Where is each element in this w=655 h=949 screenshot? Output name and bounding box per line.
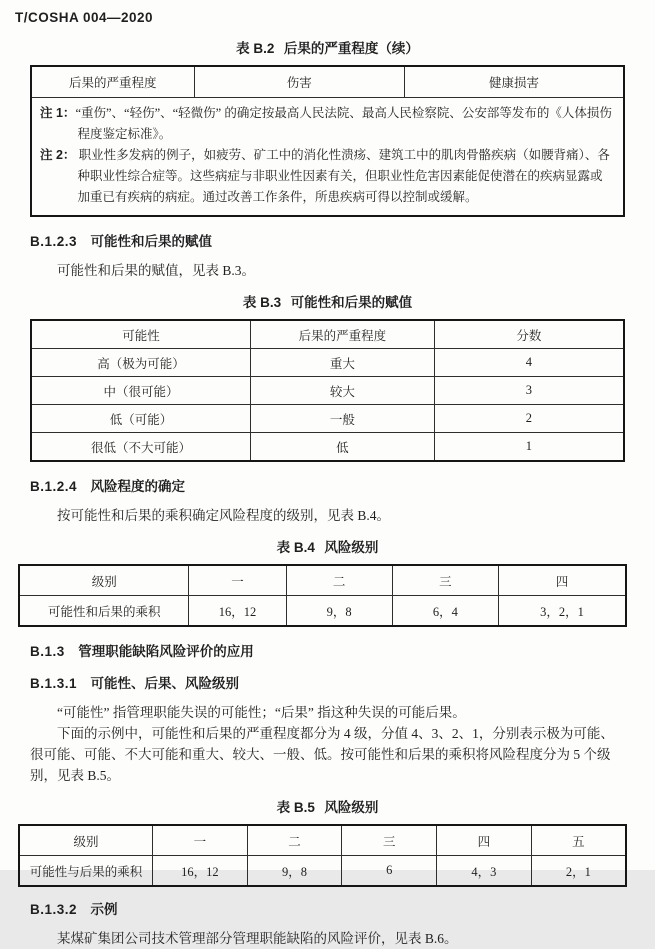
table-cell: 二 — [286, 565, 392, 596]
note-1 — [40, 103, 614, 145]
table-cell: 6 — [342, 856, 437, 887]
note-2 — [40, 145, 614, 208]
section-b124-paragraph: 按可能性和后果的乘积确定风险程度的级别，见表 B.4。 — [57, 508, 391, 523]
table-b2-header-severity: 后果的严重程度 — [31, 66, 194, 98]
table-b5-caption — [30, 796, 625, 816]
section-b13-heading — [30, 642, 625, 662]
section-b13-title: 管理职能缺陷风险评价的应用 — [78, 644, 254, 659]
table-b5 — [18, 824, 627, 887]
table-b4-caption-label: 表 B.4 — [276, 540, 315, 555]
table-cell: 3，2，1 — [499, 596, 627, 627]
table-b2-caption — [30, 37, 625, 57]
table-b3-header-likelihood: 可能性 — [31, 320, 250, 349]
table-cell: 可能性与后果的乘积 — [19, 856, 153, 887]
section-b131-paragraph2: 下面的示例中，可能性和后果的严重程度都分为 4 级，分值 4、3、2、1，分别表示极为可能、很可能、可能、不大可能和重大、较大、一般、低。按可能性和后果的乘积将风险程度分为 5 个级别，见表 B.5。 — [30, 726, 614, 783]
table-b5-caption-label: 表 B.5 — [276, 800, 315, 815]
section-b124-title: 风险程度的确定 — [90, 479, 186, 494]
table-b3-caption-text: 可能性和后果的赋值 — [290, 295, 413, 310]
table-cell: 级别 — [19, 565, 189, 596]
note-1-text: “重伤”、“轻伤”、“轻微伤” 的确定按最高人民法院、最高人民检察院、公安部等发布的《人体损伤程度鉴定标准》。 — [75, 106, 612, 141]
table-row — [19, 596, 626, 627]
table-cell: 四 — [437, 825, 532, 856]
table-b5-caption-text: 风险级别 — [324, 800, 379, 815]
section-b131-title: 可能性、后果、风险级别 — [90, 676, 240, 691]
section-b131-paragraph1: “可能性” 指管理职能失误的可能性；“后果” 指这种失误的可能后果。 — [57, 705, 466, 720]
table-b2 — [30, 65, 625, 217]
table-cell: 9，8 — [286, 596, 392, 627]
section-b132-title: 示例 — [90, 902, 118, 917]
table-cell: 16，12 — [189, 596, 286, 627]
page-content — [0, 37, 655, 949]
table-cell: 一 — [189, 565, 286, 596]
table-row — [31, 433, 624, 462]
note-1-label: 注 1： — [40, 106, 76, 120]
table-row — [31, 320, 624, 349]
table-cell: 16，12 — [153, 856, 248, 887]
table-row — [31, 98, 624, 217]
section-b132-paragraph: 某煤矿集团公司技术管理部分管理职能缺陷的风险评价，见表 B.6。 — [57, 931, 458, 946]
table-cell: 很低（不大可能） — [31, 433, 250, 462]
section-b131-number: B.1.3.1 — [30, 676, 78, 691]
table-b4-caption — [30, 536, 625, 556]
table-row — [31, 66, 624, 98]
table-cell: 4 — [434, 349, 624, 377]
table-cell: 二 — [247, 825, 342, 856]
table-row — [19, 825, 626, 856]
table-b3-caption-label: 表 B.3 — [242, 295, 282, 310]
table-cell: 可能性和后果的乘积 — [19, 596, 189, 627]
table-b4-caption-text: 风险级别 — [324, 540, 379, 555]
table-cell: 五 — [531, 825, 626, 856]
table-b2-caption-label: 表 B.2 — [236, 41, 275, 56]
table-cell: 3 — [434, 377, 624, 405]
section-b132-heading — [30, 900, 625, 920]
table-b2-caption-text: 后果的严重程度（续） — [283, 41, 419, 56]
table-b4 — [18, 564, 627, 627]
table-b2-notes-cell — [31, 98, 624, 217]
table-b3-header-score: 分数 — [434, 320, 624, 349]
section-b123-number: B.1.2.3 — [30, 234, 78, 249]
table-row — [31, 349, 624, 377]
table-cell: 一 — [153, 825, 248, 856]
table-cell: 低 — [250, 433, 434, 462]
section-b13-number: B.1.3 — [30, 644, 65, 659]
doc-number: T/COSHA 004—2020 — [15, 10, 154, 25]
table-b2-header-injury: 伤害 — [194, 66, 405, 98]
table-cell: 三 — [342, 825, 437, 856]
section-b131-heading — [30, 674, 625, 694]
table-cell: 较大 — [250, 377, 434, 405]
table-b3-header-severity: 后果的严重程度 — [250, 320, 434, 349]
table-cell: 中（很可能） — [31, 377, 250, 405]
section-b124-heading — [30, 477, 625, 497]
table-cell: 四 — [499, 565, 627, 596]
table-cell: 1 — [434, 433, 624, 462]
note-2-text: 职业性多发病的例子，如疲劳、矿工中的消化性溃疡、建筑工中的肌肉骨骼疾病（如腰背痛）、各种职业性综合症等。这些病症与非职业性因素有关，但职业性危害因素能促使潜在的疾病显露或加重已有疾病的病症。通过改善工作条件，所患疾病可得以控制或缓解。 — [77, 148, 610, 204]
table-row — [31, 377, 624, 405]
section-b123-title: 可能性和后果的赋值 — [90, 234, 213, 249]
table-cell: 9，8 — [247, 856, 342, 887]
note-2-label: 注 2： — [40, 148, 76, 162]
section-b132-number: B.1.3.2 — [30, 902, 78, 917]
section-b123-paragraph: 可能性和后果的赋值，见表 B.3。 — [57, 263, 256, 278]
table-cell: 级别 — [19, 825, 153, 856]
table-row — [19, 565, 626, 596]
table-cell: 2 — [434, 405, 624, 433]
table-b3 — [30, 319, 625, 462]
section-b123-heading — [30, 232, 625, 252]
table-row — [31, 405, 624, 433]
table-b2-header-health: 健康损害 — [405, 66, 624, 98]
table-cell: 高（极为可能） — [31, 349, 250, 377]
table-cell: 重大 — [250, 349, 434, 377]
table-b3-caption — [30, 291, 625, 311]
table-row — [19, 856, 626, 887]
table-cell: 一般 — [250, 405, 434, 433]
table-cell: 三 — [392, 565, 498, 596]
table-cell: 2，1 — [531, 856, 626, 887]
section-b124-number: B.1.2.4 — [30, 479, 78, 494]
table-cell: 4，3 — [437, 856, 532, 887]
table-cell: 6，4 — [392, 596, 498, 627]
table-cell: 低（可能） — [31, 405, 250, 433]
